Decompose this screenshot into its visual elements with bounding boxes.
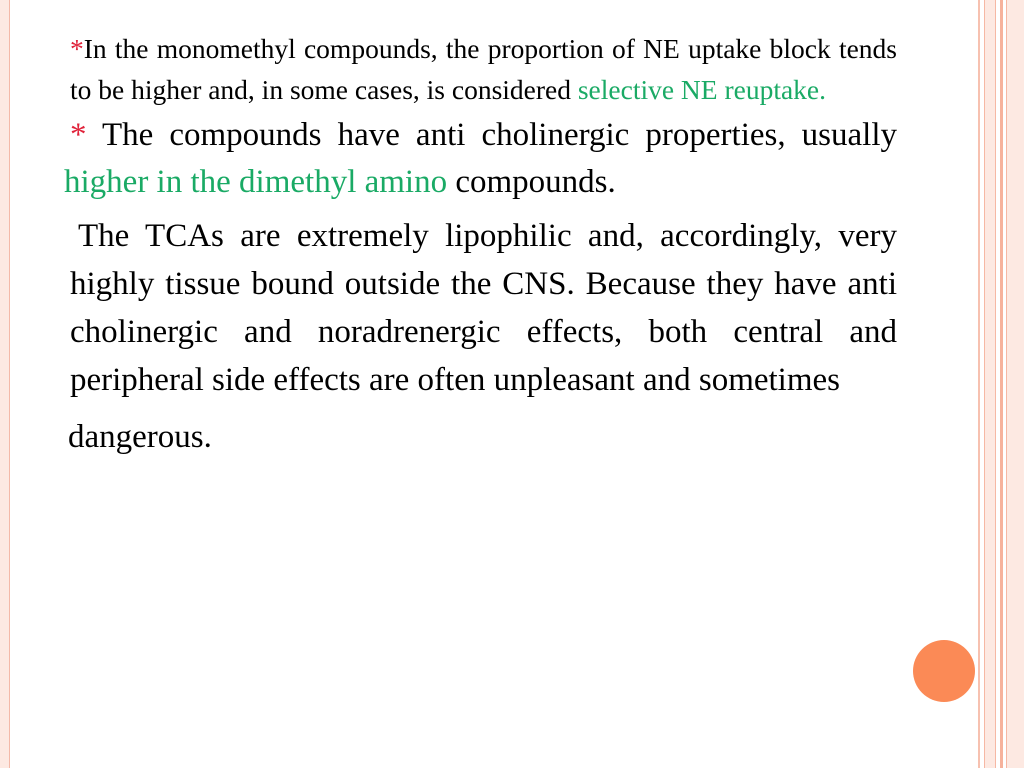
stripe-1	[978, 0, 980, 768]
right-border-decoration	[978, 0, 1024, 768]
paragraph-tca-lipophilic	[70, 212, 897, 404]
stripe-2	[984, 0, 996, 768]
accent-circle	[913, 640, 975, 702]
paragraph-dangerous: dangerous.	[68, 419, 212, 455]
paragraph-monomethyl	[70, 28, 897, 110]
bullet-marker: *	[70, 117, 87, 153]
highlighted-text: selective NE reuptake.	[577, 74, 827, 105]
left-border-decoration	[0, 0, 10, 768]
highlighted-text: higher in the dimethyl amino	[64, 164, 448, 200]
paragraph-anticholinergic	[64, 112, 897, 206]
paragraph-text: The compounds have anti cholinergic properties, usually	[86, 117, 897, 153]
slide-body	[64, 28, 897, 461]
stripe-3	[1000, 0, 1003, 768]
paragraph-text: In the monomethyl compounds, the proportion of NE uptake block tends to be higher and, in some cases, is considered	[70, 33, 897, 105]
stripe-4	[1006, 0, 1024, 768]
paragraph-text: The TCAs are extremely lipophilic and, accordingly, very highly tissue bound outside the CNS. Because they have anti cholinergic and noradrenergic effects, both central and peripheral side effects are often unpleasant and sometimes	[70, 218, 897, 398]
bullet-marker: *	[70, 33, 84, 64]
paragraph-text-end: compounds.	[447, 164, 616, 200]
